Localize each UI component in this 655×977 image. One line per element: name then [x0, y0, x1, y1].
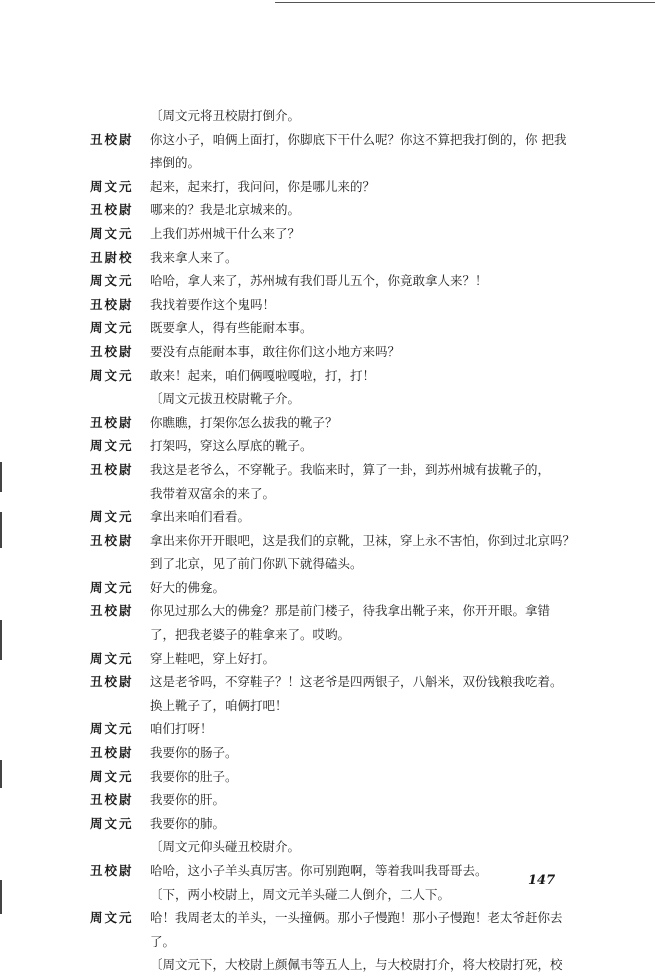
line-text: 我要你的肝。 [150, 792, 226, 808]
line-text: 哈哈，拿人来了，苏州城有我们哥儿五个，你竟敢拿人来？！ [150, 273, 488, 289]
top-border-line [275, 2, 655, 3]
line-text: 你见过那么大的佛龛？那是前门楼子，待我拿出靴子来，你开开眼。拿错 [150, 603, 551, 619]
speaker-name: 丑校尉 [90, 863, 134, 878]
dialogue-line [90, 434, 605, 458]
speaker-name: 周文元 [90, 768, 134, 784]
line-text: 起来，起来打，我问问，你是哪儿来的？ [150, 178, 376, 194]
line-text: 我要你的肚子。 [150, 768, 238, 784]
line-text: 了，把我老婆子的鞋拿来了。哎哟。 [150, 627, 351, 643]
continuation-line [90, 151, 605, 175]
speaker-name: 周文元 [90, 438, 134, 454]
line-text: 了。 [150, 933, 176, 949]
dialogue-line [90, 906, 605, 930]
line-text: 换上靴子了，咱俩打吧！ [150, 697, 288, 713]
dialogue-line [90, 576, 605, 600]
line-text: 我要你的肠子。 [150, 745, 238, 761]
dialogue-line [90, 198, 605, 222]
line-text: 我这是老爷么，不穿靴子。我临来时，算了一卦，到苏州城有拔靴子的， [150, 461, 551, 477]
speaker-name: 丑校尉 [90, 414, 134, 430]
scan-edge-mark [0, 880, 2, 914]
dialogue-line [90, 741, 605, 765]
dialogue-line [90, 788, 605, 812]
dialogue-line [90, 340, 605, 364]
speaker-name: 周文元 [90, 721, 134, 737]
line-text: 穿上鞋吧，穿上好打。 [150, 650, 276, 666]
line-text: 拿出来你开开眼吧，这是我们的京靴，卫袜，穿上永不害怕，你到过北京吗？ [150, 532, 576, 548]
dialogue-line [90, 765, 605, 789]
line-text: 哈！我周老太的羊头，一头撞俩。那小子慢跑！那小子慢跑！老太爷赶你去 [150, 910, 563, 926]
dialogue-line [90, 599, 605, 623]
dialogue-line [90, 717, 605, 741]
continuation-line [90, 694, 605, 718]
speaker-name: 丑尉校 [90, 249, 134, 265]
dialogue-line [90, 670, 605, 694]
line-text: 我来拿人来了。 [150, 249, 238, 265]
speaker-name: 周文元 [90, 273, 134, 289]
speaker-name: 丑校尉 [90, 202, 134, 218]
speaker-name: 丑校尉 [90, 745, 134, 761]
line-text: 到了北京，见了前门你趴下就得磕头。 [150, 556, 363, 572]
speaker-name: 丑校尉 [90, 296, 134, 312]
speaker-name: 周文元 [90, 178, 134, 194]
line-text: 拿出来咱们看看。 [150, 509, 251, 525]
line-text: 上我们苏州城干什么来了？ [150, 225, 301, 241]
line-text: 好大的佛龛。 [150, 579, 226, 595]
dialogue-line [90, 293, 605, 317]
line-text: 既要拿人，得有些能耐本事。 [150, 320, 313, 336]
dialogue-line [90, 505, 605, 529]
speaker-name: 周文元 [90, 225, 134, 241]
dialogue-line [90, 458, 605, 482]
line-text: 打架吗，穿这么厚底的靴子。 [150, 438, 313, 454]
dialogue-line [90, 175, 605, 199]
line-text: 你瞧瞧，打架你怎么拔我的靴子？ [150, 414, 338, 430]
line-text: 哪来的？我是北京城来的。 [150, 202, 301, 218]
scan-edge-mark [0, 462, 2, 492]
speaker-name: 周文元 [90, 509, 134, 525]
line-text: 〔下，两小校尉上，周文元羊头碰二人倒介，二人下。 [150, 886, 451, 902]
line-text: 〔周文元下，大校尉上颜佩韦等五人上，与大校尉打介，将大校尉打死，校 [150, 957, 563, 973]
dialogue-line [90, 411, 605, 435]
continuation-line [90, 552, 605, 576]
speaker-name: 丑校尉 [90, 131, 134, 147]
speaker-name: 周文元 [90, 367, 134, 383]
dialogue-line [90, 812, 605, 836]
line-text: 敢来！起来，咱们俩嘎啦嘎啦，打，打！ [150, 367, 376, 383]
dialogue-line [90, 529, 605, 553]
dialogue-line [90, 364, 605, 388]
page-number: 147 [528, 873, 556, 888]
line-text: 哈哈，这小子羊头真厉害。你可别跑啊，等着我叫我哥哥去。 [150, 863, 488, 878]
speaker-name: 周文元 [90, 910, 134, 926]
line-text: 要没有点能耐本事，敢往你们这小地方来吗？ [150, 343, 401, 359]
continuation-line [90, 482, 605, 506]
scan-edge-mark [0, 512, 2, 548]
scan-edge-mark [0, 620, 2, 660]
dialogue-line [90, 222, 605, 246]
speaker-name: 周文元 [90, 320, 134, 336]
line-text: 〔周文元将丑校尉打倒介。 [150, 108, 301, 123]
dialogue-line [90, 128, 605, 152]
script-text-block [90, 104, 605, 977]
line-text: 摔倒的。 [150, 155, 201, 171]
line-text: 〔周文元拔丑校尉靴子介。 [150, 391, 301, 407]
line-text: 咱们打呀！ [150, 721, 213, 737]
stage-direction-line [90, 835, 605, 859]
dialogue-line [90, 316, 605, 340]
line-text: 你这小子，咱俩上面打，你脚底下干什么呢？你这不算把我打倒的，你 把我 [150, 131, 567, 147]
line-text: 我要你的肺。 [150, 815, 226, 831]
line-text: 我找着要作这个鬼吗！ [150, 296, 276, 312]
dialogue-line [90, 647, 605, 671]
stage-direction-line [90, 387, 605, 411]
line-text: 〔周文元仰头碰丑校尉介。 [150, 839, 301, 855]
speaker-name: 丑校尉 [90, 461, 134, 477]
speaker-name: 丑校尉 [90, 343, 134, 359]
speaker-name: 周文元 [90, 815, 134, 831]
speaker-name: 丑校尉 [90, 603, 134, 619]
continuation-line [90, 930, 605, 954]
continuation-line [90, 623, 605, 647]
line-text: 我带着双富余的来了。 [150, 485, 276, 501]
line-text: 这是老爷吗，不穿鞋子？！这老爷是四两银子，八斛米，双份钱粮我吃着。 [150, 674, 563, 690]
stage-direction-line [90, 104, 605, 128]
speaker-name: 周文元 [90, 579, 134, 595]
speaker-name: 丑校尉 [90, 792, 134, 808]
stage-direction-line [90, 953, 605, 977]
speaker-name: 周文元 [90, 650, 134, 666]
dialogue-line [90, 269, 605, 293]
speaker-name: 丑校尉 [90, 532, 134, 548]
speaker-name: 丑校尉 [90, 674, 134, 690]
scan-edge-mark [0, 760, 2, 788]
dialogue-line [90, 246, 605, 270]
